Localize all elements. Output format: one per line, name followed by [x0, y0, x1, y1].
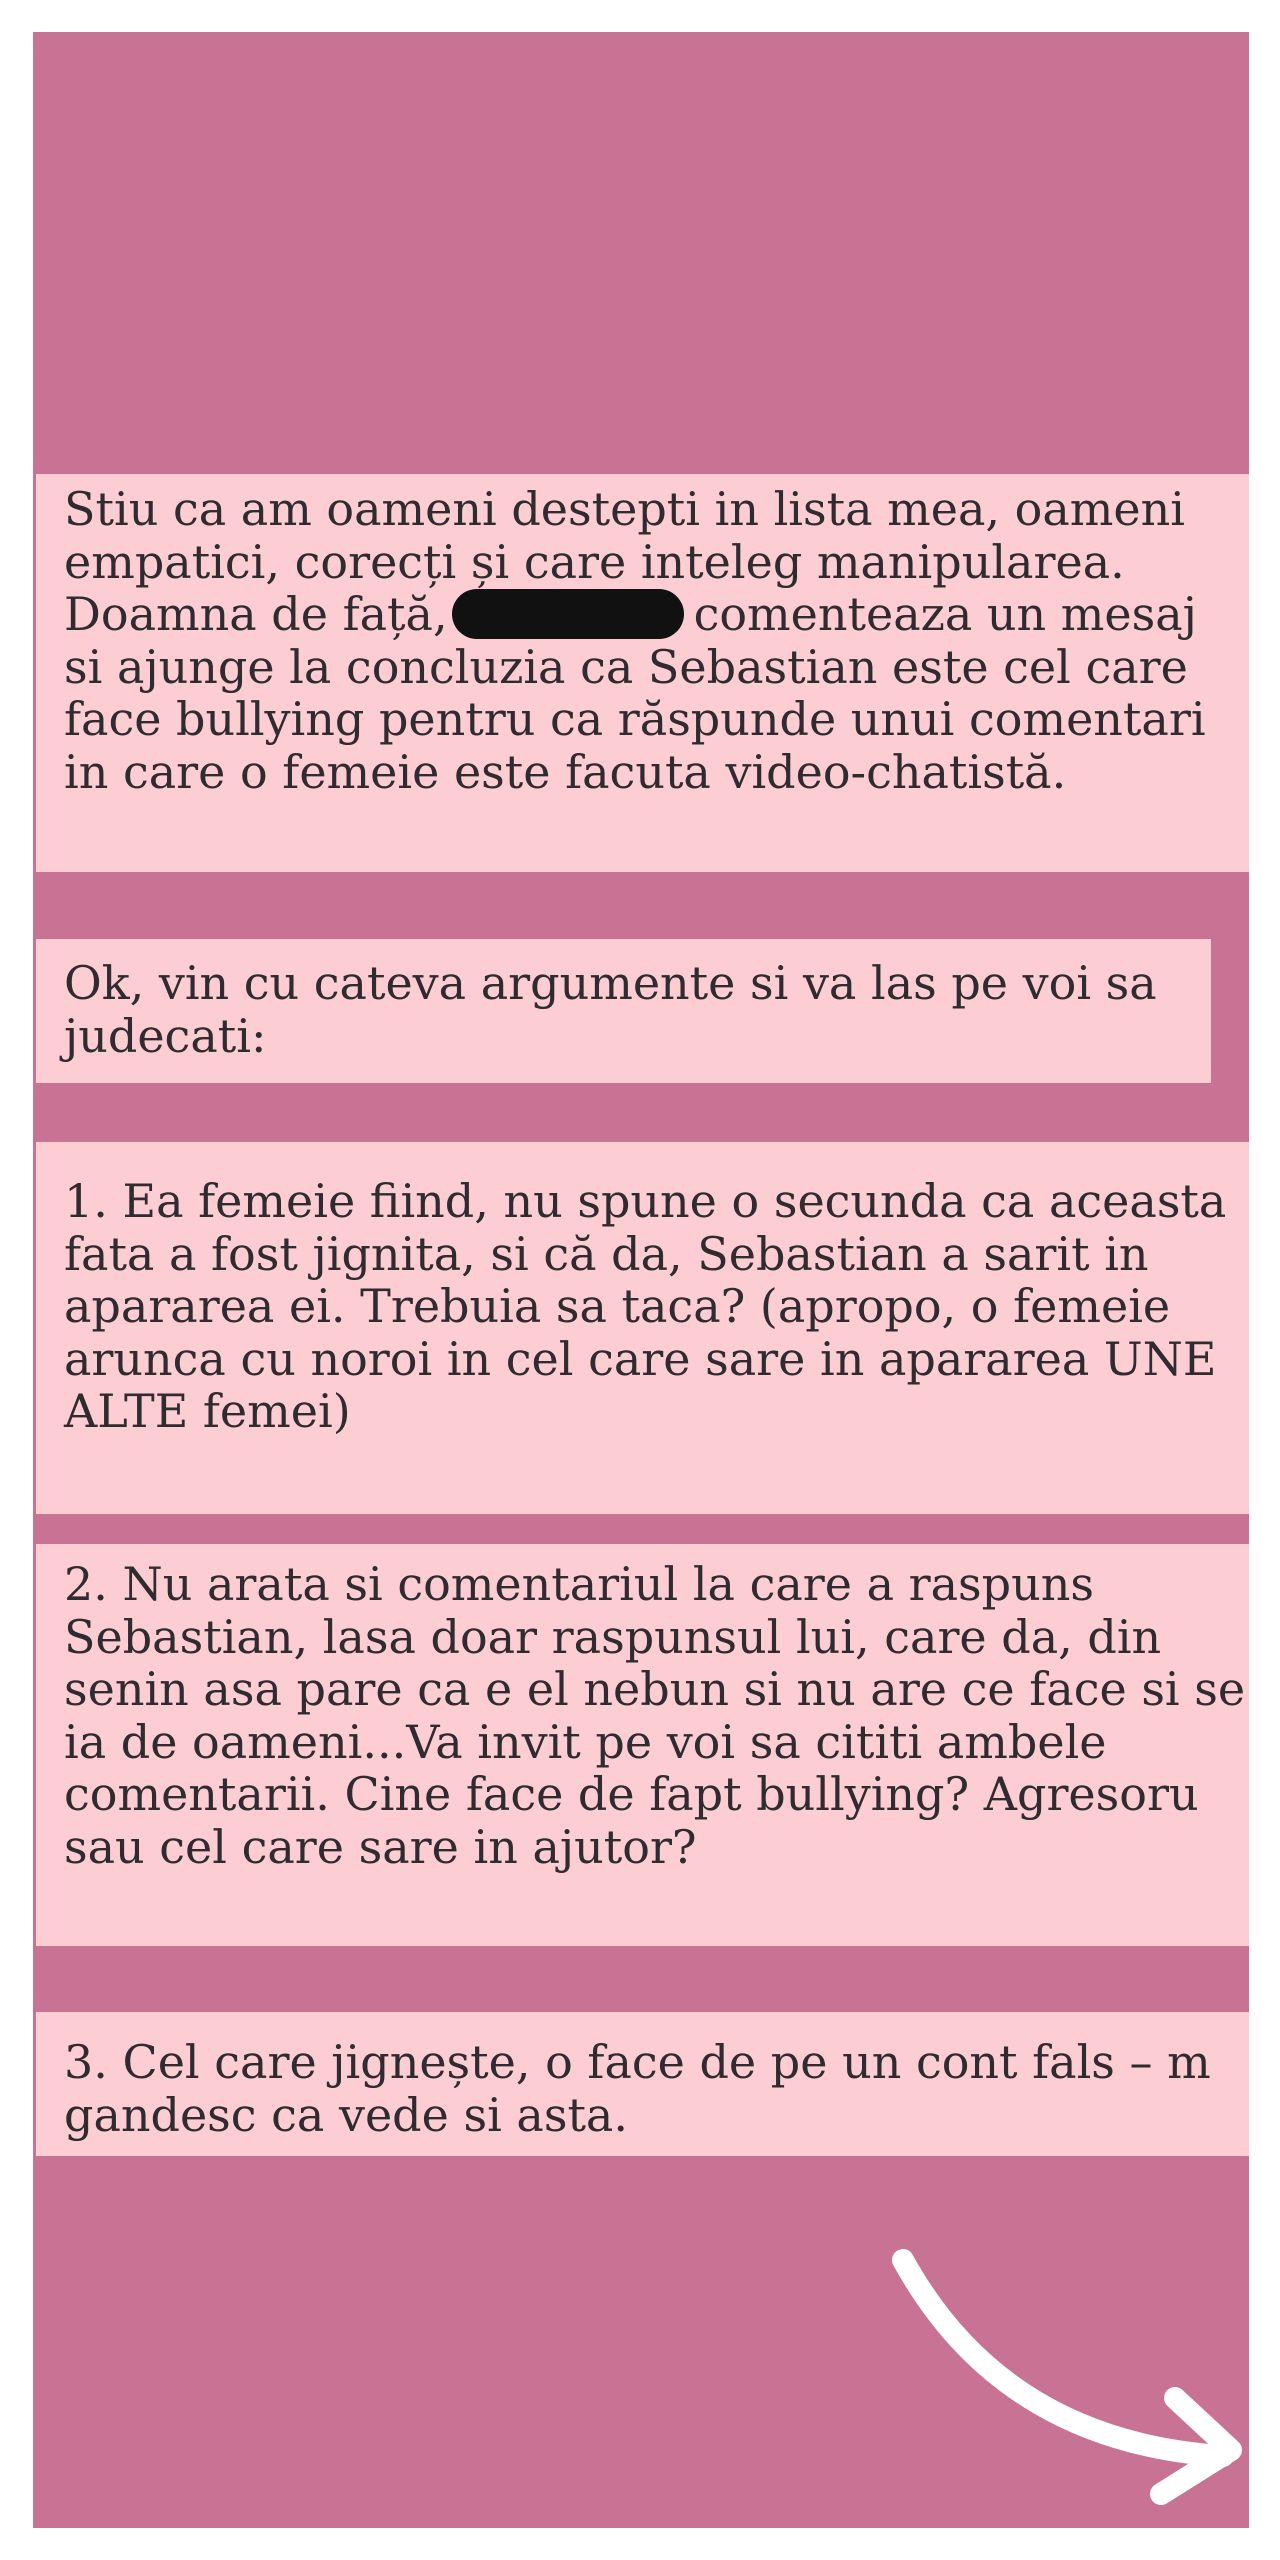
text-line: 1. Ea femeie fiind, nu spune o secunda ca aceasta [64, 1174, 1227, 1228]
text-line: 2. Nu arata si comentariul la care a raspuns [64, 1557, 1094, 1611]
text-line: empatici, corecți și care inteleg manipularea. [64, 534, 1125, 589]
text-line: arunca cu noroi in cel care sare in apararea UNE [64, 1331, 1217, 1386]
text-line: Sebastian, lasa doar raspunsul lui, care da, din [64, 1609, 1162, 1664]
text-line: Stiu ca am oameni destepti in lista mea, oameni [64, 482, 1185, 536]
redaction-mark [452, 589, 684, 639]
point-3-text-block [36, 2012, 1249, 2156]
point-2-text-block [36, 1544, 1249, 1946]
text-line: judecati: [64, 1008, 267, 1063]
text-line: face bullying pentru ca răspunde unui comentari [64, 692, 1206, 746]
text-line: 3. Cel care jignește, o face de pe un cont fals – m [64, 2035, 1211, 2089]
lead-in-text-block [36, 939, 1211, 1083]
text-line: gandesc ca vede si asta. [64, 2087, 628, 2142]
text-line: Ok, vin cu cateva argumente si va las pe voi sa [64, 956, 1157, 1010]
point-1-text-block [36, 1142, 1249, 1514]
text-line: fata a fost jignita, si că da, Sebastian a sarit in [64, 1226, 1149, 1281]
story-frame [33, 32, 1249, 2528]
text-segment: Doamna de față, [64, 587, 448, 641]
text-line: si ajunge la concluzia ca Sebastian este cel care [64, 639, 1188, 694]
text-line-with-redaction [64, 588, 1249, 641]
text-line: sau cel care sare in ajutor? [64, 1819, 697, 1874]
text-line: in care o femeie este facuta video-chatistă. [64, 744, 1067, 799]
text-line: ALTE femei) [64, 1384, 351, 1438]
intro-text-block [36, 474, 1249, 872]
text-line: apararea ei. Trebuia sa taca? (apropo, o femeie [64, 1279, 1171, 1333]
text-line: ia de oameni...Va invit pe voi sa cititi ambele [64, 1714, 1107, 1769]
curved-arrow-icon[interactable] [833, 2212, 1249, 2522]
text-line: senin asa pare ca e el nebun si nu are ce face si se [64, 1662, 1246, 1716]
text-line: comentarii. Cine face de fapt bullying? Agresoru [64, 1767, 1199, 1821]
text-segment: comenteaza un mesaj [693, 587, 1197, 641]
